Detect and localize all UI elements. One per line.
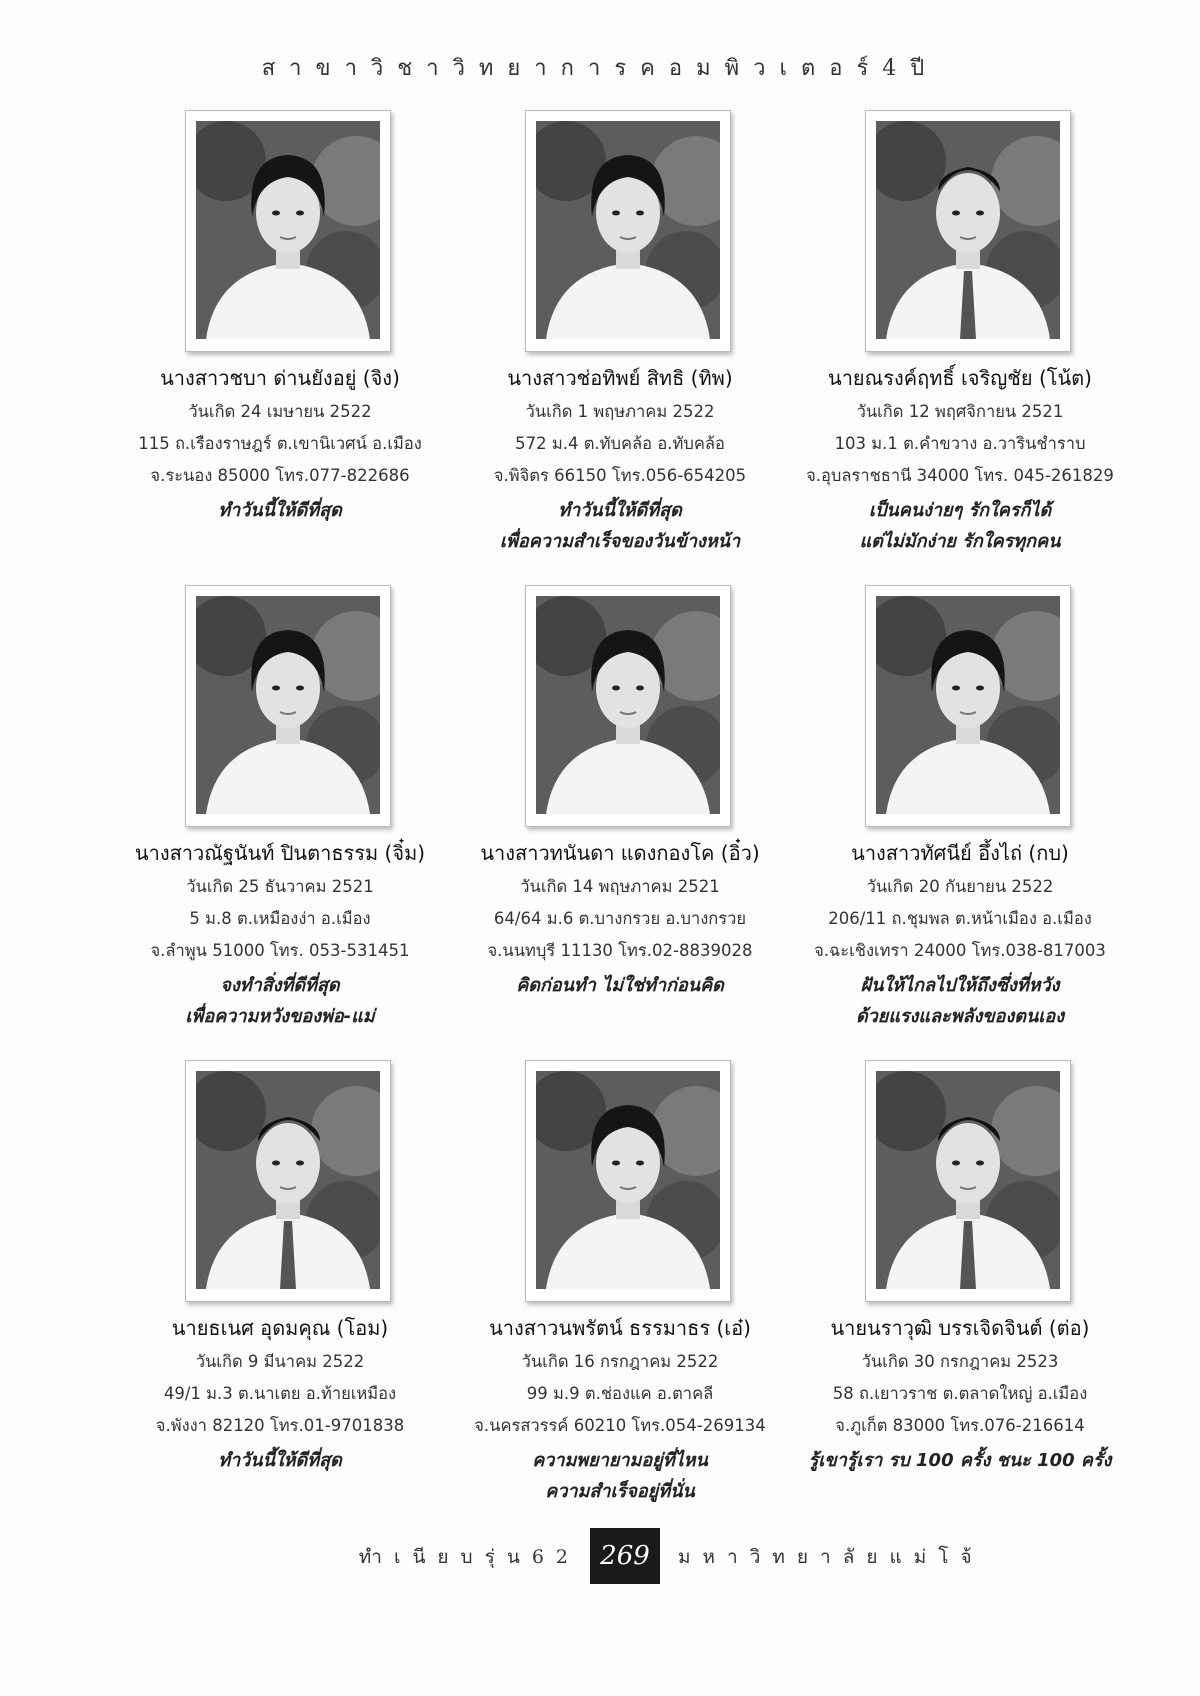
student-name: นางสาวทัศนีย์ อึ้งไถ่ (กบ): [851, 841, 1069, 865]
birth-date: วันเกิด 12 พฤศจิกายน 2521: [856, 402, 1064, 421]
footer-yearbook-label: ทำเนียบรุ่น62: [358, 1546, 580, 1568]
student-name: นางสาวณัฐนันท์ ปินตาธรรม (จิ๋ม): [134, 841, 426, 865]
motto-line-1: ฝันให้ไกลไปให้ถึงซึ่งที่หวัง: [860, 975, 1060, 996]
photo-frame: [865, 585, 1071, 827]
address-line-2: จ.พิจิตร 66150 โทร.056-654205: [493, 466, 747, 485]
photo-frame: [865, 1060, 1071, 1302]
student-name: นางสาวนพรัตน์ ธรรมาธร (เอ๋): [489, 1316, 751, 1340]
student-card: [110, 1060, 450, 1535]
portrait-photo: [536, 596, 720, 814]
address-line-1: 5 ม.8 ต.เหมืองง่า อ.เมือง: [189, 909, 371, 928]
birth-date: วันเกิด 24 เมษายน 2522: [188, 402, 372, 421]
student-info: [790, 840, 1130, 1032]
address-line-2: จ.นครสวรรค์ 60210 โทร.054-269134: [474, 1416, 766, 1435]
birth-date: วันเกิด 30 กรกฎาคม 2523: [861, 1352, 1059, 1371]
motto-line-1: จงทำสิ่งที่ดีที่สุด: [220, 975, 340, 996]
address-line-2: จ.นนทบุรี 11130 โทร.02-8839028: [487, 941, 753, 960]
birth-date: วันเกิด 14 พฤษภาคม 2521: [520, 877, 720, 896]
student-name: นางสาวช่อทิพย์ สิทธิ (ทิพ): [507, 366, 733, 390]
address-line-1: 206/11 ถ.ชุมพล ต.หน้าเมือง อ.เมือง: [828, 909, 1092, 928]
student-info: [790, 1315, 1130, 1476]
portrait-photo: [196, 121, 380, 339]
motto-line-1: ทำวันนี้ให้ดีที่สุด: [218, 500, 342, 521]
student-card: [790, 110, 1130, 585]
student-name: นายณรงค์ฤทธิ์ เจริญชัย (โน้ต): [828, 366, 1092, 390]
student-info: [110, 365, 450, 526]
photo-frame: [525, 585, 731, 827]
student-card: [450, 585, 790, 1060]
student-card: [450, 110, 790, 585]
portrait-photo: [876, 121, 1060, 339]
portrait-photo: [536, 121, 720, 339]
student-info: [110, 840, 450, 1032]
address-line-1: 99 ม.9 ต.ช่องแค อ.ตาคลี: [526, 1384, 714, 1403]
portrait-photo: [876, 1071, 1060, 1289]
page-number: 269: [590, 1528, 660, 1584]
photo-frame: [185, 110, 391, 352]
portrait-photo: [876, 596, 1060, 814]
photo-frame: [865, 110, 1071, 352]
birth-date: วันเกิด 25 ธันวาคม 2521: [186, 877, 374, 896]
birth-date: วันเกิด 16 กรกฎาคม 2522: [521, 1352, 719, 1371]
motto-line-1: รู้เขารู้เรา รบ 100 ครั้ง ชนะ 100 ครั้ง: [808, 1450, 1112, 1471]
address-line-2: จ.ลำพูน 51000 โทร. 053-531451: [150, 941, 410, 960]
address-line-2: จ.อุบลราชธานี 34000 โทร. 045-261829: [806, 466, 1114, 485]
student-info: [450, 1315, 790, 1507]
student-info: [450, 365, 790, 557]
motto-line-2: ความสำเร็จอยู่ที่นั่น: [545, 1481, 695, 1502]
address-line-2: จ.พังงา 82120 โทร.01-9701838: [155, 1416, 405, 1435]
student-info: [790, 365, 1130, 557]
student-grid: [110, 110, 1130, 1535]
motto-line-1: ความพยายามอยู่ที่ไหน: [532, 1450, 708, 1471]
student-card: [110, 585, 450, 1060]
student-card: [790, 585, 1130, 1060]
student-info: [450, 840, 790, 1001]
footer: [0, 1528, 1200, 1584]
address-line-2: จ.ภูเก็ต 83000 โทร.076-216614: [835, 1416, 1085, 1435]
address-line-1: 572 ม.4 ต.ทับคล้อ อ.ทับคล้อ: [515, 434, 725, 453]
photo-frame: [525, 1060, 731, 1302]
student-card: [790, 1060, 1130, 1535]
student-card: [110, 110, 450, 585]
portrait-photo: [196, 596, 380, 814]
birth-date: วันเกิด 1 พฤษภาคม 2522: [525, 402, 715, 421]
motto-line-1: เป็นคนง่ายๆ รักใครก็ได้: [868, 500, 1052, 521]
address-line-1: 49/1 ม.3 ต.นาเตย อ.ท้ายเหมือง: [163, 1384, 397, 1403]
photo-frame: [185, 1060, 391, 1302]
birth-date: วันเกิด 20 กันยายน 2522: [866, 877, 1054, 896]
motto-line-2: เพื่อความสำเร็จของวันข้างหน้า: [499, 531, 741, 552]
address-line-1: 103 ม.1 ต.คำขวาง อ.วารินชำราบ: [834, 434, 1086, 453]
address-line-2: จ.ฉะเชิงเทรา 24000 โทร.038-817003: [814, 941, 1106, 960]
student-name: นายธเนศ อุดมคุณ (โอม): [171, 1316, 389, 1340]
footer-university-label: มหาวิทยาลัยแม่โจ้: [678, 1546, 984, 1568]
address-line-1: 115 ถ.เรืองราษฎร์ ต.เขานิเวศน์ อ.เมือง: [138, 434, 422, 453]
address-line-1: 58 ถ.เยาวราช ต.ตลาดใหญ่ อ.เมือง: [832, 1384, 1088, 1403]
motto-line-2: เพื่อความหวังของพ่อ-แม่: [185, 1006, 375, 1027]
birth-date: วันเกิด 9 มีนาคม 2522: [195, 1352, 365, 1371]
portrait-photo: [536, 1071, 720, 1289]
motto-line-1: คิดก่อนทำ ไม่ใช่ทำก่อนคิด: [516, 975, 724, 996]
motto-line-1: ทำวันนี้ให้ดีที่สุด: [558, 500, 682, 521]
student-card: [450, 1060, 790, 1535]
motto-line-2: ด้วยแรงและพลังของตนเอง: [855, 1006, 1065, 1027]
photo-frame: [185, 585, 391, 827]
address-line-1: 64/64 ม.6 ต.บางกรวย อ.บางกรวย: [493, 909, 747, 928]
motto-line-2: แต่ไม่มักง่าย รักใครทุกคน: [859, 531, 1061, 552]
motto-line-1: ทำวันนี้ให้ดีที่สุด: [218, 1450, 342, 1471]
page-title: สาขาวิชาวิทยาการคอมพิวเตอร์4ปี: [261, 56, 939, 81]
portrait-photo: [196, 1071, 380, 1289]
student-name: นางสาวทนันดา แดงกองโค (อิ๋ว): [480, 841, 760, 865]
photo-frame: [525, 110, 731, 352]
student-name: นางสาวชบา ด่านยังอยู่ (จิง): [160, 366, 400, 390]
student-info: [110, 1315, 450, 1476]
student-name: นายนราวุฒิ บรรเจิดจินต์ (ต่อ): [830, 1316, 1090, 1340]
address-line-2: จ.ระนอง 85000 โทร.077-822686: [150, 466, 410, 485]
